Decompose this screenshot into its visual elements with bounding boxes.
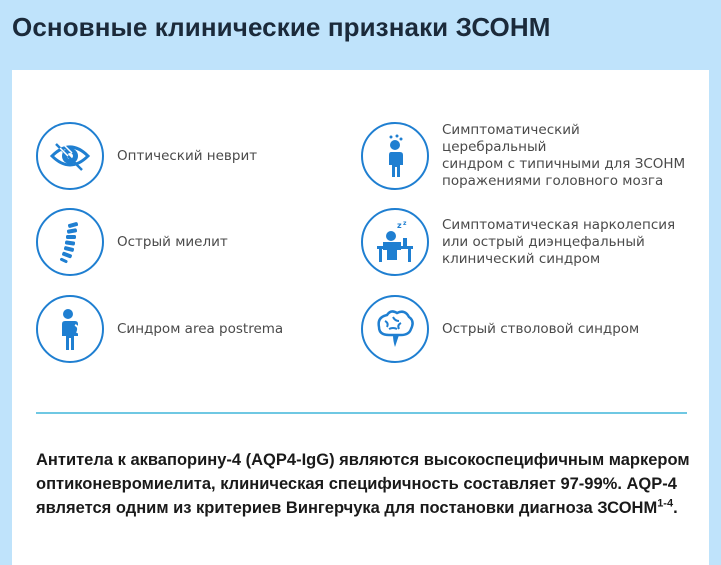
feature-label: Симптоматическая нарколепсия или острый диэнцефальный клинический синдром	[442, 216, 676, 267]
brain-stem-icon	[361, 295, 429, 363]
svg-text:z: z	[403, 220, 407, 227]
feature-label: Острый стволовой синдром	[442, 320, 640, 337]
svg-text:z: z	[397, 221, 402, 230]
dizzy-person-icon	[361, 122, 429, 190]
feature-label: Острый миелит	[117, 233, 228, 250]
feature-brainstem-syndrome	[361, 295, 639, 363]
feature-label: Симптоматический церебральный синдром с типичными для ЗСОНМ поражениями головного мозга	[442, 122, 686, 189]
description-paragraph	[36, 448, 696, 520]
eye-icon	[36, 122, 104, 190]
feature-optic-neuritis	[36, 122, 257, 190]
page-title: Основные клинические признаки ЗСОНМ	[12, 12, 551, 42]
feature-label: Синдром area postrema	[117, 320, 284, 337]
feature-narcolepsy	[361, 208, 675, 276]
sleeping-at-desk-icon	[361, 208, 429, 276]
feature-acute-myelitis	[36, 208, 228, 276]
vomiting-person-icon	[36, 295, 104, 363]
feature-label: Оптический неврит	[117, 147, 258, 164]
spine-icon	[36, 208, 104, 276]
feature-cerebral-syndrome	[361, 122, 685, 190]
section-divider	[36, 412, 687, 414]
reference-superscript: 1-4	[657, 497, 674, 510]
feature-area-postrema	[36, 295, 283, 363]
description-text: Антитела к аквапорину-4 (AQP4-IgG) являются высокоспецифичным маркером оптиконевромиелита, клиническая специфичность составляет 97-99%. AQP-4 является одним из критериев Вингерчука для постановки диагноза ЗСОНМ	[36, 451, 690, 517]
features-card	[12, 70, 709, 565]
description-end: .	[673, 499, 678, 517]
